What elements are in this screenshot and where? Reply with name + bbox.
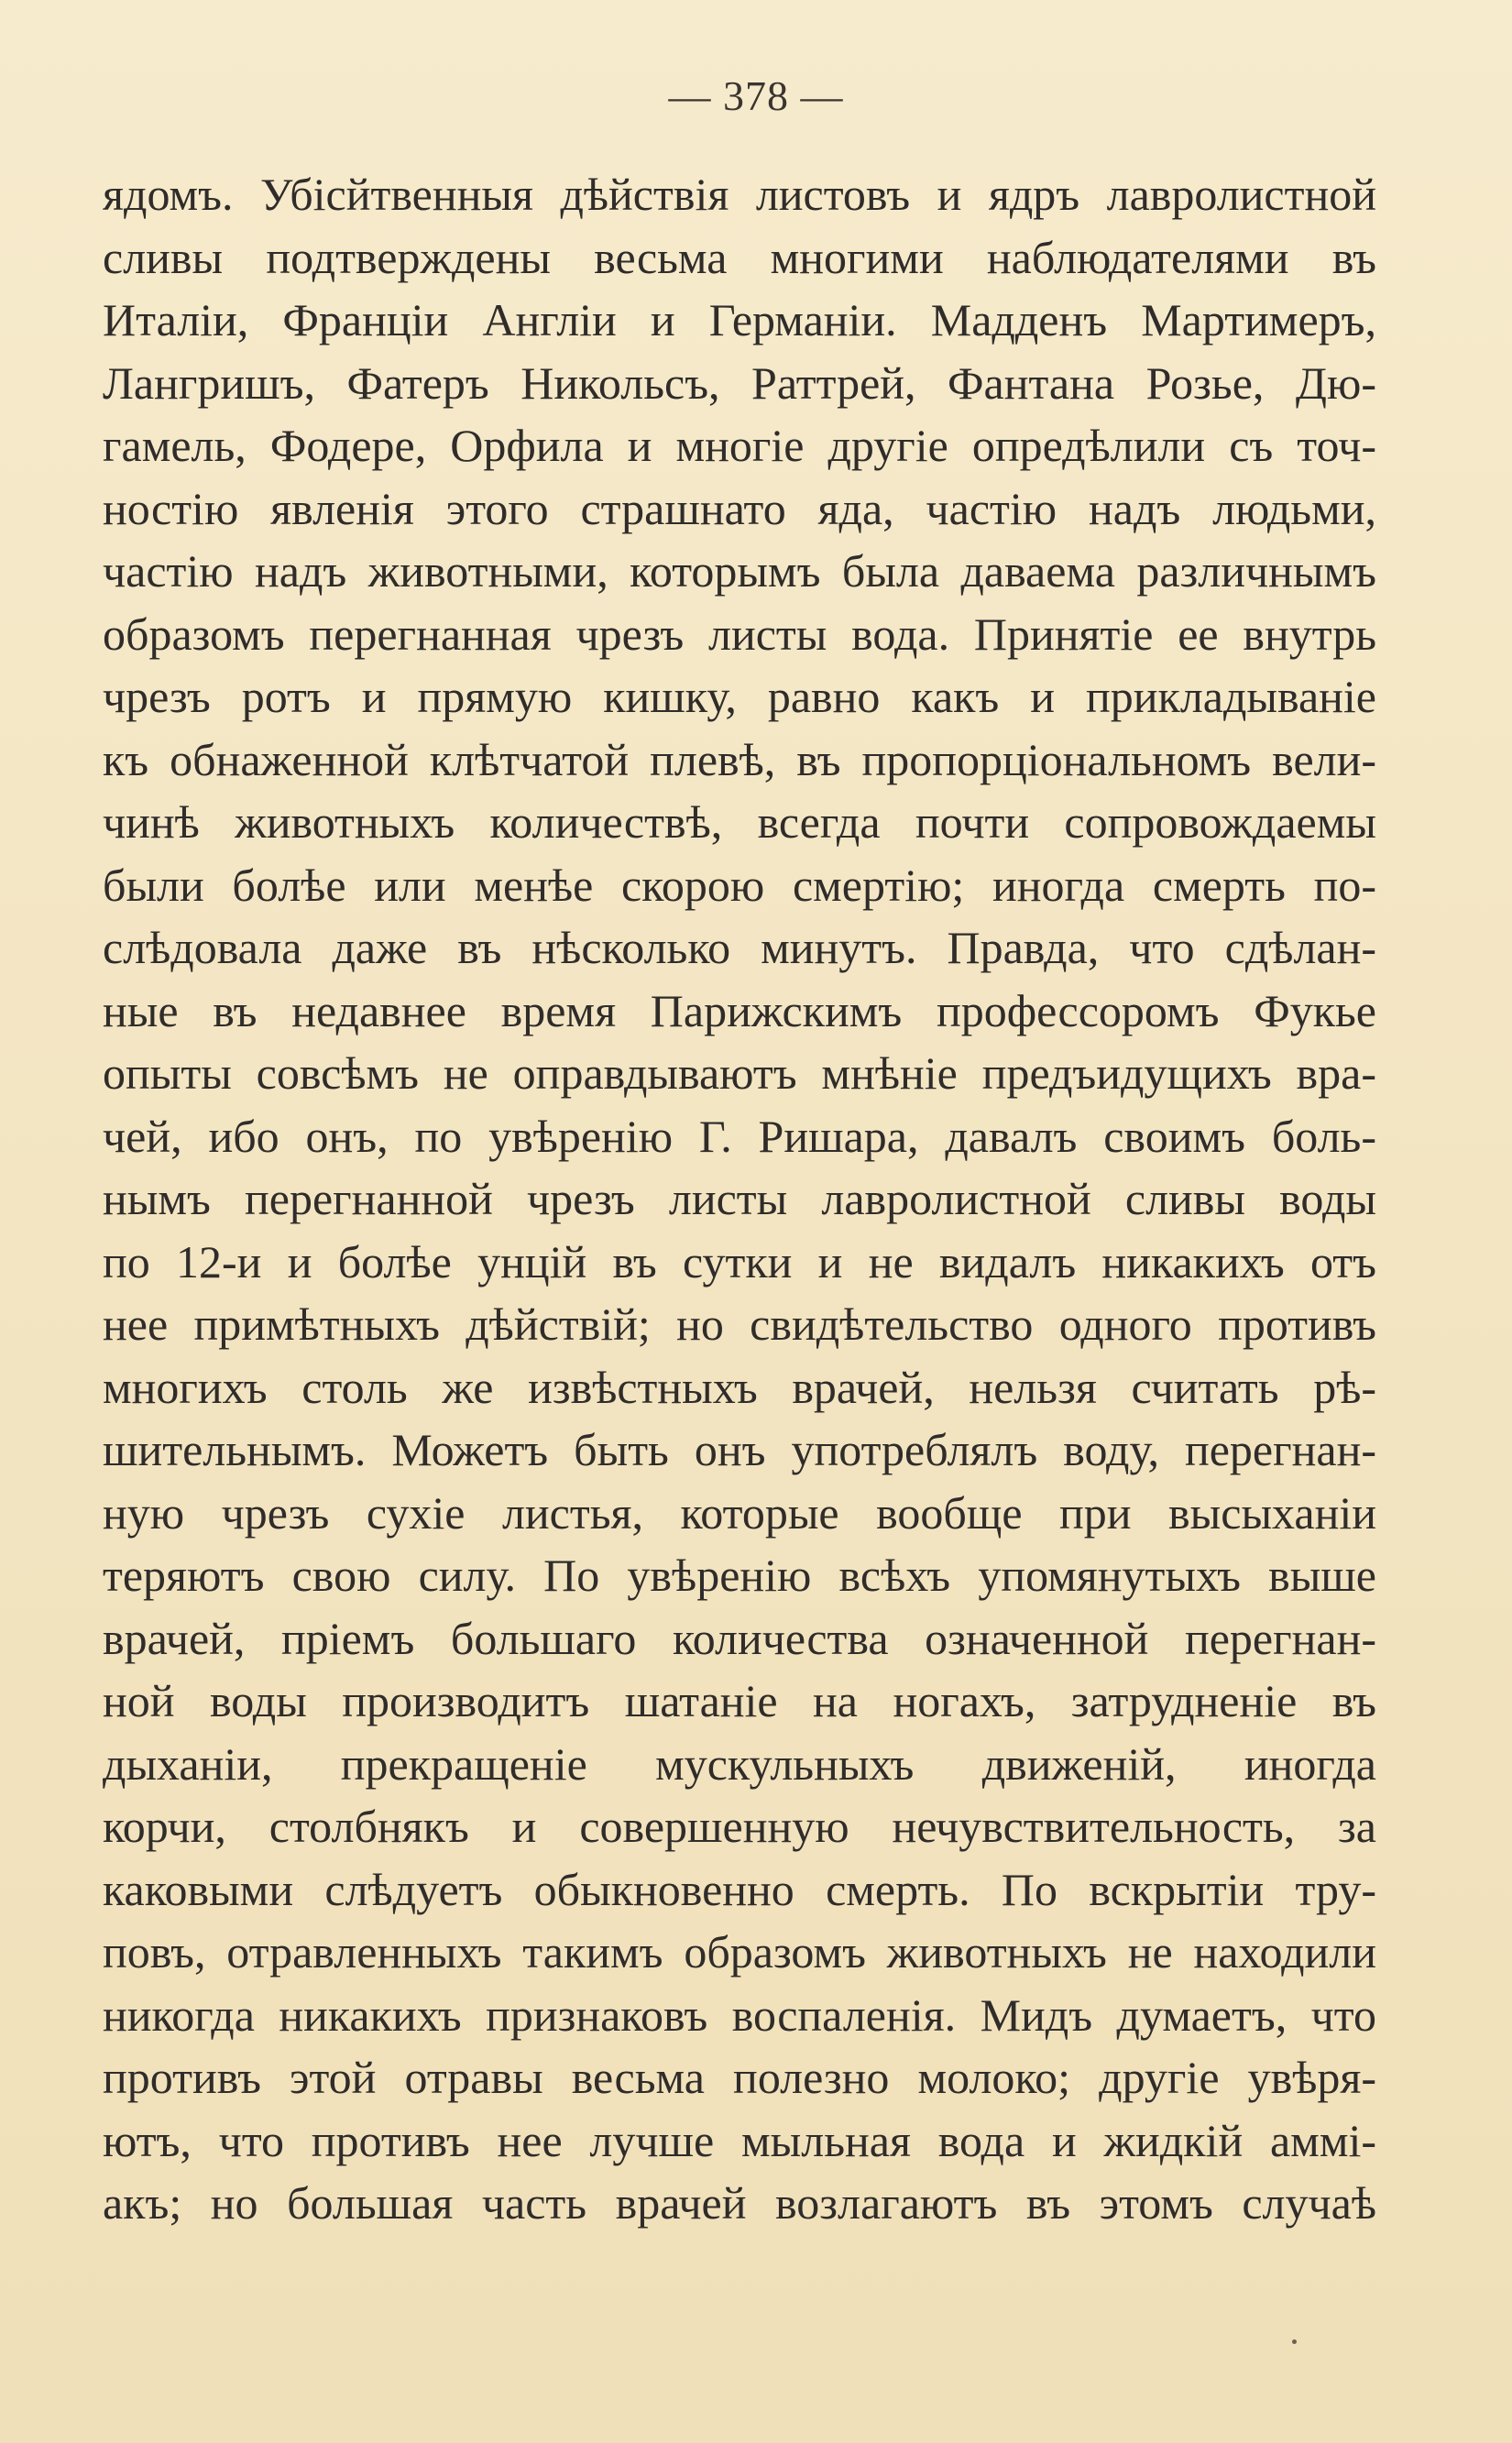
text-line-21: шительнымъ. Можетъ быть онъ употреблялъ воду, перегнан- bbox=[103, 1424, 1376, 1475]
text-line-2: сливы подтверждены весьма многими наблюдателями въ bbox=[103, 231, 1376, 283]
text-line-29: повъ, отравленныхъ такимъ образомъ животныхъ не находили bbox=[103, 1926, 1376, 1977]
text-line-13: слѣдовала даже въ нѣсколько минутъ. Правда, что сдѣлан- bbox=[103, 922, 1376, 973]
page-number: — 378 — bbox=[668, 72, 844, 119]
text-line-14: ные въ недавнее время Парижскимъ профессоромъ Фукье bbox=[103, 984, 1376, 1036]
text-line-4: Лангришъ, Фатеръ Никольсъ, Раттрей, Фантана Розье, Дю- bbox=[103, 356, 1376, 409]
text-line-3: Италiи, Францiи Англiи и Германiи. Мадденъ Мартимеръ, bbox=[103, 294, 1376, 345]
text-line-5: гамель, Фодере, Орфила и многiе другiе опредѣлили съ точ- bbox=[103, 420, 1376, 471]
text-line-9: чрезъ ротъ и прямую кишку, равно какъ и прикладыванiе bbox=[103, 671, 1376, 722]
text-line-20: многихъ столь же извѣстныхъ врачей, нельзя считать рѣ- bbox=[103, 1361, 1376, 1413]
text-line-28: каковыми слѣдуетъ обыкновенно смерть. По вскрытiи тру- bbox=[103, 1863, 1376, 1915]
text-line-6: ностiю явленiя этого страшнато яда, частiю надъ людьми, bbox=[103, 482, 1376, 534]
text-line-19: нее примѣтныхъ дѣйствiй; но свидѣтельство одного противъ bbox=[103, 1298, 1376, 1350]
text-line-16: чей, ибо онъ, по увѣренiю Г. Ришара, давалъ своимъ боль- bbox=[103, 1110, 1376, 1162]
text-line-23: теряютъ свою силу. По увѣренiю всѣхъ упомянутыхъ выше bbox=[103, 1550, 1376, 1601]
text-line-15: опыты совсѣмъ не оправдываютъ мнѣнiе предъидущихъ вра- bbox=[103, 1047, 1376, 1099]
text-line-25: ной воды производитъ шатанiе на ногахъ, затрудненiе въ bbox=[103, 1675, 1376, 1726]
text-line-11: чинѣ животныхъ количествѣ, всегда почти сопровождаемы bbox=[103, 796, 1376, 848]
text-line-27: корчи, столбнякъ и совершенную нечувствительность, за bbox=[103, 1801, 1376, 1852]
text-line-33: акъ; но большая часть врачей возлагаютъ въ этомъ случаѣ bbox=[103, 2177, 1376, 2229]
text-line-18: по 12-и и болѣе унцiй въ сутки и не видалъ никакихъ отъ bbox=[103, 1235, 1376, 1287]
text-line-17: нымъ перегнанной чрезъ листы лавролистной сливы воды bbox=[103, 1173, 1376, 1224]
text-line-31: противъ этой отравы весьма полезно молоко; другiе увѣря- bbox=[103, 2052, 1376, 2103]
text-line-12: были болѣе или менѣе скорою смертiю; иногда смерть по- bbox=[103, 859, 1376, 911]
body-text bbox=[103, 163, 1376, 2235]
text-line-1: ядомъ. Убiсйтвенныя дѣйствiя листовъ и ядръ лавролистной bbox=[103, 169, 1376, 220]
text-line-8: образомъ перегнанная чрезъ листы вода. Принятiе ее внутрь bbox=[103, 608, 1376, 660]
text-line-10: къ обнаженной клѣтчатой плевѣ, въ пропорцiональномъ вели- bbox=[103, 733, 1376, 785]
text-line-22: ную чрезъ сухiе листья, которые вообще при высыханiи bbox=[103, 1486, 1376, 1539]
text-line-24: врачей, прiемъ большаго количества означенной перегнан- bbox=[103, 1612, 1376, 1664]
text-line-32: ютъ, что противъ нее лучше мыльная вода и жидкiй аммi- bbox=[103, 2114, 1376, 2166]
text-line-26: дыханiи, прекращенiе мускульныхъ движенiй, иногда bbox=[103, 1737, 1376, 1790]
text-line-7: частiю надъ животными, которымъ была даваема различнымъ bbox=[103, 545, 1376, 597]
paper-speck bbox=[1292, 2339, 1297, 2344]
text-line-30: никогда никакихъ признаковъ воспаленiя. Мидъ думаетъ, что bbox=[103, 1988, 1376, 2041]
